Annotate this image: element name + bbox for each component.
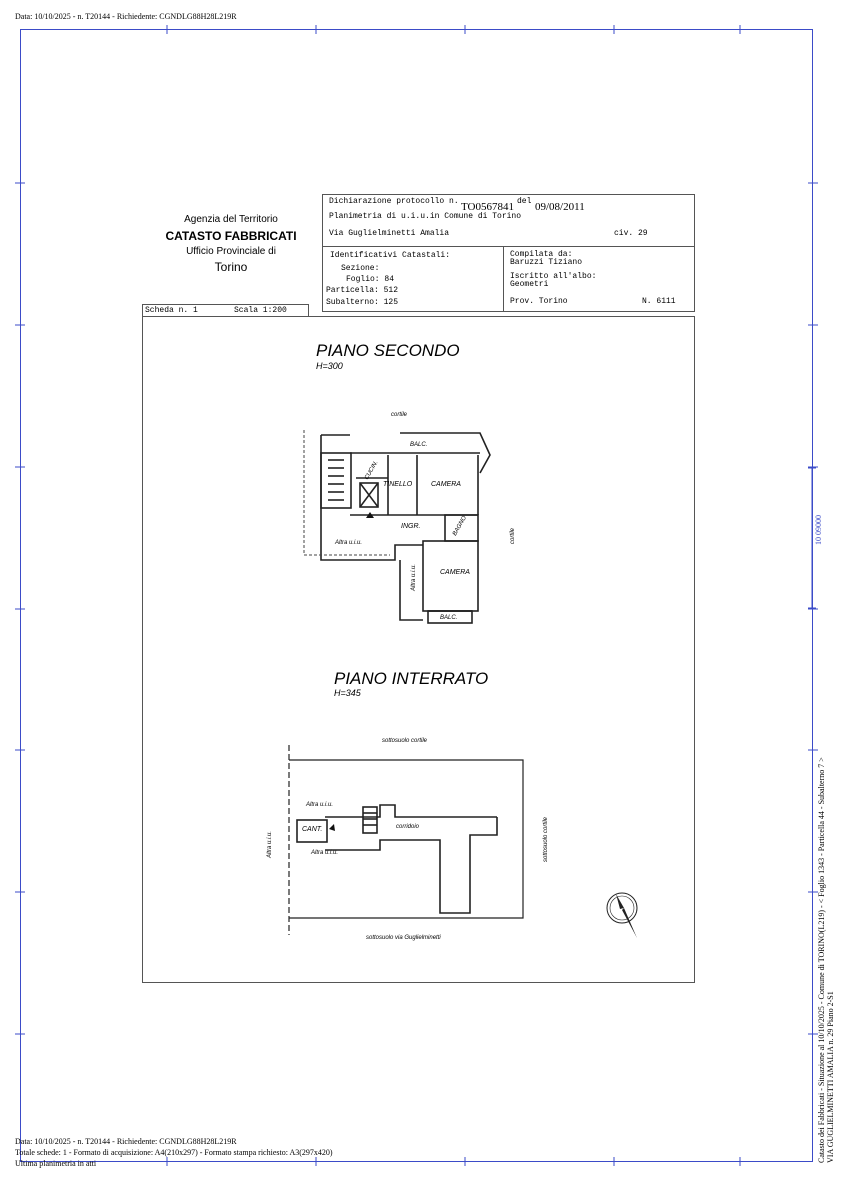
- side-catasto-line2: VIA GUGLIELMINETTI AMALIA n. 29 Piano 2-S1: [826, 991, 835, 1163]
- compiler-registry: Geometri: [510, 280, 549, 289]
- floor-second-height: H=300: [316, 361, 343, 371]
- label-altra-uiu-vertical: Altra u.i.u.: [411, 563, 417, 591]
- compiler-number: N. 6111: [642, 297, 676, 306]
- label-cortile-top: cortile: [391, 412, 408, 418]
- drawing-scale: Scala 1:200: [234, 306, 287, 315]
- floor-basement-title: PIANO INTERRATO: [334, 669, 489, 688]
- label-sottosuolo-via: sottosuolo via Guglielminetti: [366, 935, 441, 941]
- protocol-del-label: del: [517, 197, 532, 206]
- protocol-label: Dichiarazione protocollo n.: [329, 197, 459, 206]
- identifiers-particella: Particella: 512: [326, 286, 399, 295]
- label-corridoio: corridoio: [396, 824, 420, 830]
- side-catasto-line1: Catasto dei Fabbricati - Situazione al 10/10/2025 - Comune di TORINO(L219) - < Foglio 1343 - Particella 44 - Subalterno 7 >: [817, 757, 826, 1163]
- label-altra-uiu-upper: Altra u.i.u.: [306, 802, 334, 808]
- identifiers-subalterno: Subalterno: 125: [326, 298, 399, 307]
- label-altra-uiu-basement-left: Altra u.i.u.: [267, 830, 273, 858]
- label-tinello: TINELLO: [383, 481, 413, 488]
- protocol-date: 09/08/2011: [535, 201, 585, 213]
- compiler-label: Compilata da:: [510, 250, 573, 259]
- planimetry-line: Planimetria di u.i.u.in Comune di Torino: [329, 212, 522, 221]
- basement-plan: [285, 745, 530, 935]
- identifiers-foglio: Foglio: 84: [346, 275, 395, 284]
- footer-last-planimetry: Ultima planimetria in atti: [15, 1159, 97, 1168]
- compiler-province: Prov. Torino: [510, 297, 568, 306]
- agency-name: Agenzia del Territorio: [184, 214, 278, 225]
- label-camera-bottom: CAMERA: [440, 569, 470, 576]
- protocol-number: TO0567841: [461, 201, 514, 213]
- label-ingresso: INGR.: [401, 523, 421, 530]
- agency-catasto: CATASTO FABBRICATI: [165, 229, 297, 243]
- label-cantina: CANT.: [302, 826, 323, 833]
- compiler-registered-label: Iscritto all'albo:: [510, 272, 597, 281]
- footer-format-line: Totale schede: 1 - Formato di acquisizione: A4(210x297) - Formato stampa richiesto: A3(297x420): [15, 1148, 333, 1157]
- label-balcony-top: BALC.: [410, 442, 428, 448]
- compiler-name: Baruzzi Tiziano: [510, 258, 583, 267]
- scheda-number: Scheda n. 1: [145, 306, 198, 315]
- label-cortile-right: cortile: [510, 527, 516, 544]
- footer-request-line: Data: 10/10/2025 - n. T20144 - Richiedente: CGNDLG88H28L219R: [15, 1137, 237, 1146]
- label-kitchen: CUCIN.: [364, 460, 380, 481]
- floor-basement-height: H=345: [334, 688, 361, 698]
- floor-second-title: PIANO SECONDO: [316, 341, 460, 360]
- agency-office: Ufficio Provinciale di: [186, 246, 276, 257]
- sheet-code: 10 09000: [814, 515, 823, 545]
- label-altra-uiu-lower: Altra u.i.u.: [311, 850, 339, 856]
- label-bagno: BAGNO: [452, 515, 469, 537]
- civic-number: civ. 29: [614, 229, 648, 238]
- identifiers-sezione: Sezione:: [341, 264, 380, 273]
- label-sottosuolo-cortile-top: sottosuolo cortile: [382, 738, 428, 744]
- label-balcony-bottom: BALC.: [440, 615, 458, 621]
- label-sottosuolo-cortile-right: sottosuolo cortile: [543, 816, 549, 862]
- street-line: Via Guglielminetti Amalia: [329, 229, 450, 238]
- identifiers-title: Identificativi Catastali:: [330, 251, 451, 260]
- header-request-line: Data: 10/10/2025 - n. T20144 - Richiedente: CGNDLG88H28L219R: [15, 12, 237, 21]
- north-arrow-icon: [603, 888, 643, 943]
- agency-city: Torino: [214, 260, 248, 274]
- label-altra-uiu-left: Altra u.i.u.: [335, 540, 363, 546]
- label-camera-top: CAMERA: [431, 481, 461, 488]
